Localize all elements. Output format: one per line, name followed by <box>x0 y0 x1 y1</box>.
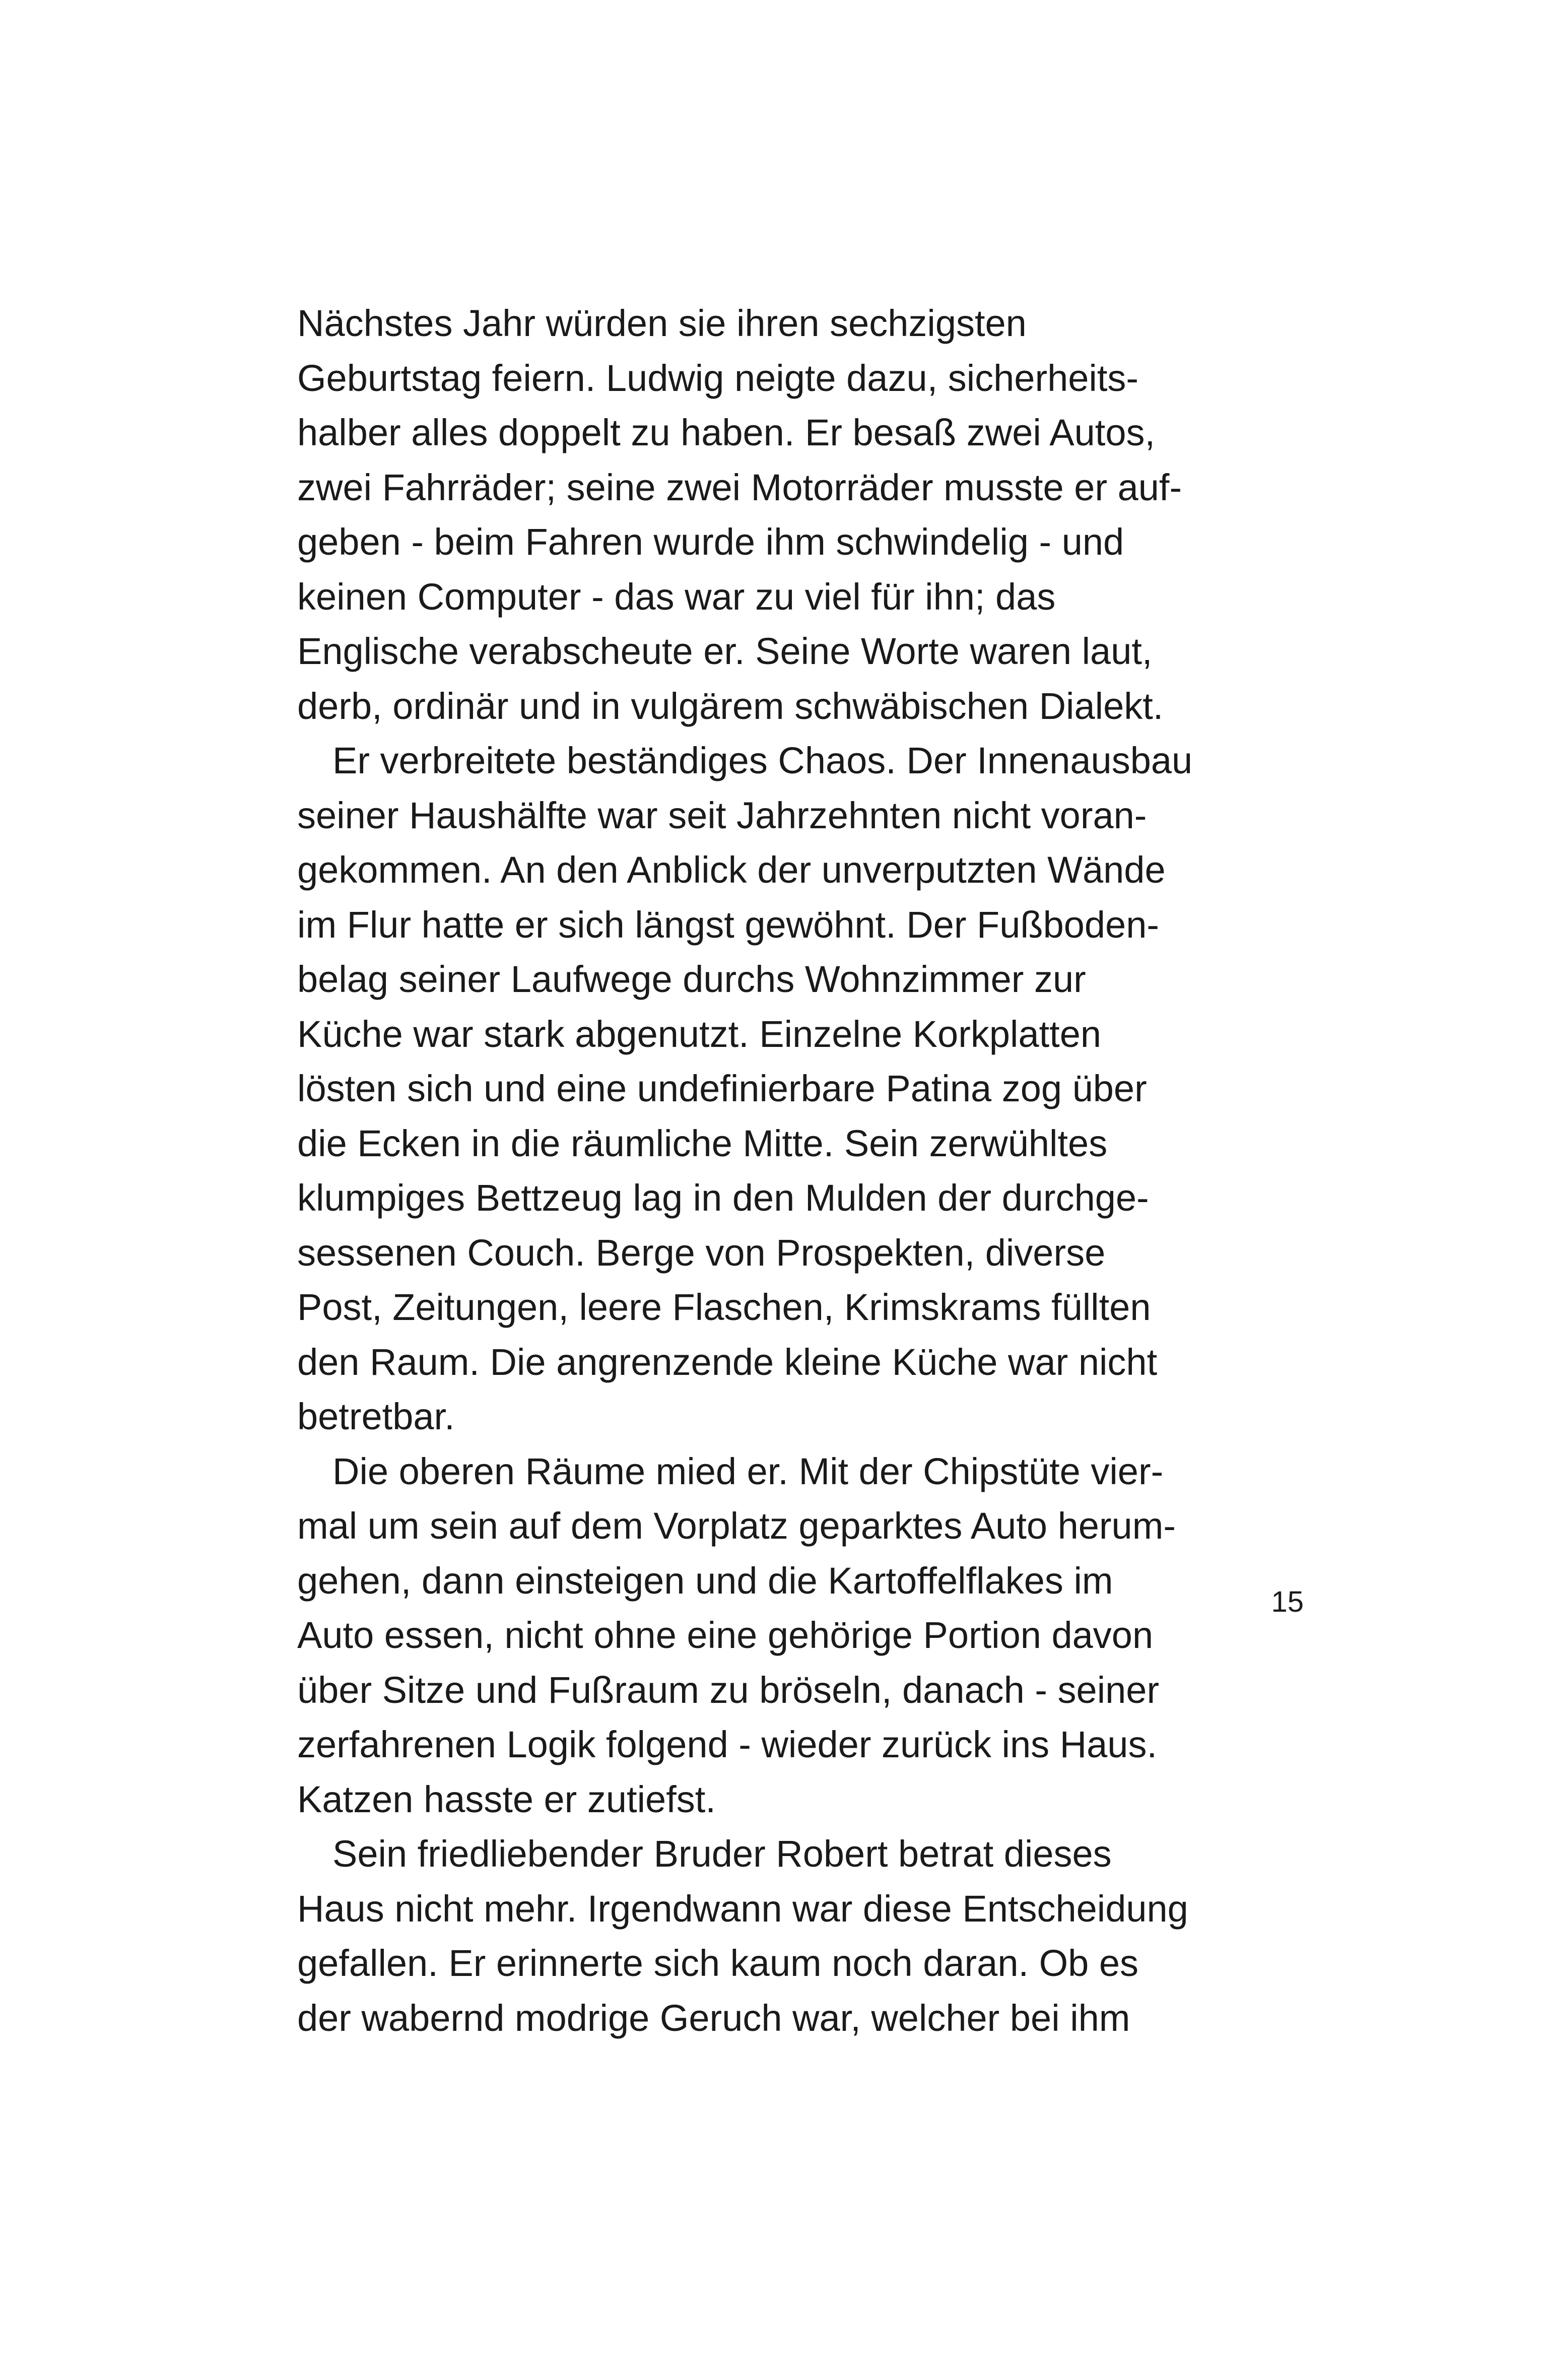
text-line: halber alles doppelt zu haben. Er besaß zwei Autos, <box>297 412 1156 453</box>
paragraph-start-line: Sein friedliebender Bruder Robert betrat dieses <box>332 1833 1112 1875</box>
page-number: 15 <box>1271 1585 1304 1618</box>
body-text <box>297 296 1310 2045</box>
paragraph-start-line: Die oberen Räume mied er. Mit der Chipstüte vier- <box>332 1450 1164 1492</box>
text-line: Englische verabscheute er. Seine Worte waren laut, <box>297 630 1153 672</box>
text-line: mal um sein auf dem Vorplatz geparktes Auto herum- <box>297 1505 1176 1547</box>
text-line: im Flur hatte er sich längst gewöhnt. Der Fußboden- <box>297 903 1159 946</box>
text-line: der wabernd modrige Geruch war, welcher bei ihm <box>297 1997 1130 2039</box>
text-line: Geburtstag feiern. Ludwig neigte dazu, sicherheits- <box>297 357 1139 399</box>
text-line: seiner Haushälfte war seit Jahrzehnten nicht voran- <box>297 794 1147 836</box>
text-line: derb, ordinär und in vulgärem schwäbischen Dialekt. <box>297 685 1164 727</box>
text-line: Nächstes Jahr würden sie ihren sechzigsten <box>297 302 1027 344</box>
text-line: Katzen hasste er zutiefst. <box>297 1778 716 1820</box>
text-line: die Ecken in die räumliche Mitte. Sein zerwühltes <box>297 1122 1108 1164</box>
text-line: gekommen. An den Anblick der unverputzten Wände <box>297 849 1166 891</box>
text-line: gehen, dann einsteigen und die Kartoffelflakes im <box>297 1559 1113 1602</box>
text-line: gefallen. Er erinnerte sich kaum noch daran. Ob es <box>297 1942 1139 1984</box>
text-line: Küche war stark abgenutzt. Einzelne Korkplatten <box>297 1013 1102 1055</box>
text-line: den Raum. Die angrenzende kleine Küche war nicht <box>297 1341 1158 1383</box>
text-line: betretbar. <box>297 1396 455 1437</box>
text-line: zwei Fahrräder; seine zwei Motorräder musste er auf- <box>297 466 1182 508</box>
text-line: Haus nicht mehr. Irgendwann war diese Entscheidung <box>297 1887 1188 1930</box>
text-line: lösten sich und eine undefinierbare Patina zog über <box>297 1068 1147 1109</box>
text-line: Post, Zeitungen, leere Flaschen, Krimskrams füllten <box>297 1286 1151 1328</box>
text-line: Auto essen, nicht ohne eine gehörige Portion davon <box>297 1614 1154 1656</box>
text-line: keinen Computer - das war zu viel für ihn; das <box>297 575 1056 618</box>
text-line: geben - beim Fahren wurde ihm schwindelig - und <box>297 521 1124 563</box>
text-line: sessenen Couch. Berge von Prospekten, diverse <box>297 1231 1106 1274</box>
paragraph-start-line: Er verbreitete beständiges Chaos. Der Innenausbau <box>332 740 1193 781</box>
text-line: zerfahrenen Logik folgend - wieder zurück ins Haus. <box>297 1724 1158 1765</box>
text-line: belag seiner Laufwege durchs Wohnzimmer zur <box>297 958 1086 1000</box>
text-line: klumpiges Bettzeug lag in den Mulden der durchge- <box>297 1177 1149 1219</box>
text-line: über Sitze und Fußraum zu bröseln, danach - seiner <box>297 1669 1160 1711</box>
